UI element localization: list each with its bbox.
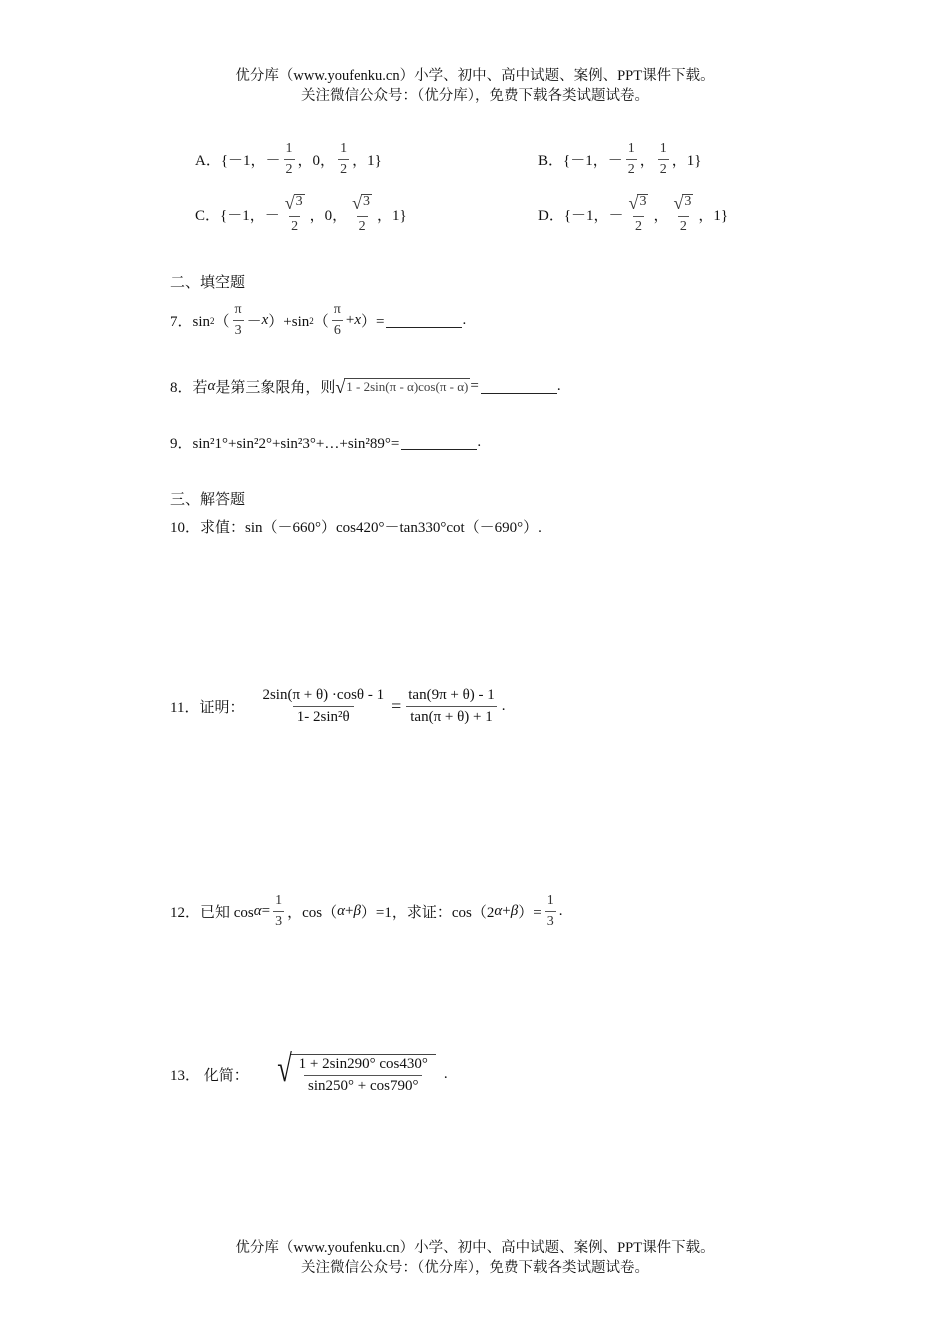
square-root: √ 1 - 2sin(π - α)cos(π - α) bbox=[335, 376, 469, 397]
fraction: √ 3 2 bbox=[284, 193, 303, 234]
option-a: A．{－1，－ $\frac{1}{2}$ ，0， $\frac{1}{2}$ ，1} bbox=[195, 141, 382, 177]
section-fill-in-title: 二、填空题 bbox=[170, 275, 246, 291]
question-10: 10．求值：sin（－660°）cos420°－tan330°cot（－690°）. bbox=[170, 520, 542, 536]
fraction: $\frac{1}{3}$ bbox=[275, 893, 283, 929]
answer-blank[interactable] bbox=[401, 435, 477, 450]
question-12: 12．已知 cos α = $\frac{1}{3}$ ，cos（ α + β ）=1，求证：cos（2 α + β ）= $\frac{1}{3}$ . bbox=[170, 893, 563, 929]
fraction: $\frac{1}{2}$ bbox=[659, 141, 667, 177]
fraction: $\frac{1}{2}$ bbox=[340, 141, 348, 177]
question-11: 11．证明： $\frac{2\sin(\pi + \theta) \cdot\cos\theta - 1}{\text{1- 2sin²θ}}$ = $\frac{\tan(9\pi + \theta) - 1}{\tan(\pi + \theta) + 1}$ . bbox=[170, 687, 506, 725]
fraction: $\frac{\tan(9\pi + \theta) - 1}{\tan(\pi + \theta) + 1}$ bbox=[408, 687, 495, 725]
fraction: $\frac{\pi}{6}$ bbox=[333, 302, 341, 338]
question-8: 8．若 α 是第三象限角，则 √ 1 - 2sin(π - α)cos(π - α) = . bbox=[170, 376, 561, 397]
option-b: B．{－1，－ $\frac{1}{2}$ ， $\frac{1}{2}$ ，1} bbox=[538, 141, 702, 177]
section-answer-title: 三、解答题 bbox=[170, 492, 246, 508]
fraction: $\frac{1}{2}$ bbox=[285, 141, 293, 177]
fraction: √ 3 2 bbox=[352, 193, 371, 234]
option-c: C．{－1，－ √ 3 2 ，0， √ 3 2 ，1} bbox=[195, 193, 407, 234]
fraction: $\frac{1}{2}$ bbox=[627, 141, 635, 177]
header-line-1: 优分库（www.youfenku.cn）小学、初中、高中试题、案例、PPT课件下载。 bbox=[235, 68, 715, 84]
fraction: √ 3 2 bbox=[628, 193, 647, 234]
footer-line-1: 优分库（www.youfenku.cn）小学、初中、高中试题、案例、PPT课件下载。 bbox=[235, 1240, 715, 1256]
question-7: 7．sin 2 （ $\frac{\pi}{3}$ － x ）+sin 2 （ $\frac{\pi}{6}$ + x ）= . bbox=[170, 302, 467, 338]
question-9: 9．sin²1°+sin²2°+sin²3°+…+sin²89°= . bbox=[170, 434, 482, 452]
fraction: $\frac{\pi}{3}$ bbox=[234, 302, 242, 338]
answer-blank[interactable] bbox=[386, 313, 462, 328]
footer-line-2: 关注微信公众号：（优分库），免费下载各类试题试卷。 bbox=[301, 1260, 649, 1276]
fraction: $\frac{1}{3}$ bbox=[546, 893, 554, 929]
square-root: √ $\frac{1 + 2\sin 290^\circ \cos 430^\circ}{\sin 250^\circ + \cos 790^\circ}$ bbox=[271, 1054, 436, 1094]
fraction: √ 3 2 bbox=[673, 193, 692, 234]
option-d: D．{－1，－ √ 3 2 ， √ 3 2 ，1} bbox=[538, 193, 729, 234]
answer-blank[interactable] bbox=[481, 379, 557, 394]
header-line-2: 关注微信公众号：（优分库），免费下载各类试题试卷。 bbox=[301, 88, 649, 104]
fraction: $\frac{2\sin(\pi + \theta) \cdot\cos\theta - 1}{\text{1- 2sin²θ}}$ bbox=[262, 687, 385, 725]
question-13: 13． 化简： √ $\frac{1 + 2\sin 290^\circ \cos 430^\circ}{\sin 250^\circ + \cos 790^\circ}$ . bbox=[170, 1048, 448, 1094]
